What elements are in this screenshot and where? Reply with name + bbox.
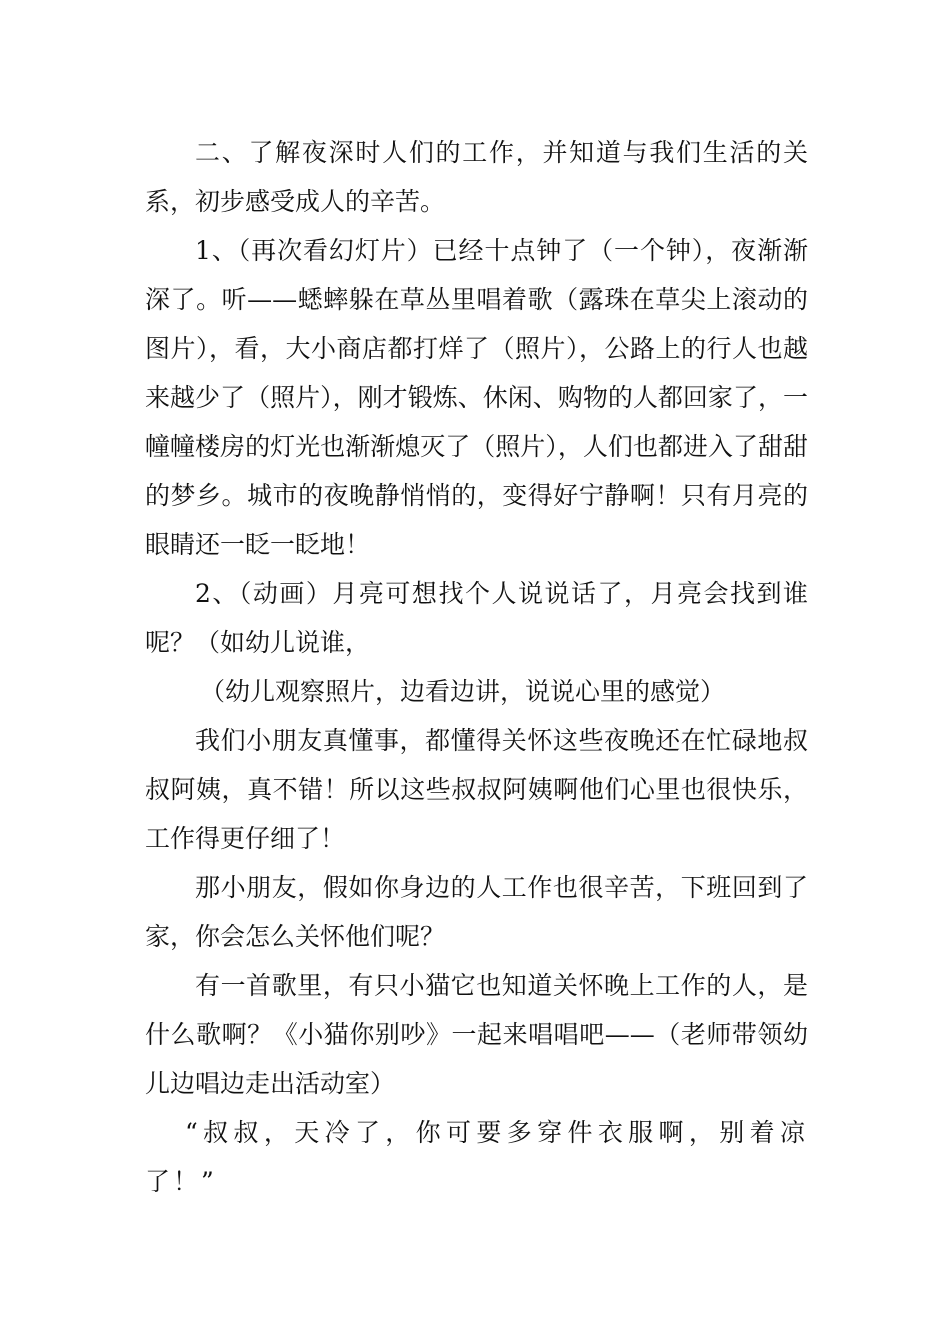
paragraph-quote: “叔叔，天冷了，你可要多穿件衣服啊，别着凉了！” — [145, 1118, 808, 1196]
paragraph-item-one: 1、（再次看幻灯片）已经十点钟了（一个钟），夜渐渐深了。听——蟋蟀躲在草丛里唱着歌（露珠在草尖上滚动的图片），看，大小商店都打烊了（照片），公路上的行人也越来越少了（照片），刚才锻炼、休闲、购物的人都回家了，一幢幢楼房的灯光也渐渐熄灭了（照片），人们也都进入了甜甜的梦乡。城市的夜晚静悄悄的，变得好宁静啊！只有月亮的眼睛还一眨一眨地！ — [145, 236, 808, 559]
paragraph-song: 有一首歌里，有只小猫它也知道关怀晚上工作的人，是什么歌啊？《小猫你别吵》一起来唱唱吧——（老师带领幼儿边唱边走出活动室） — [145, 971, 808, 1098]
document-body — [145, 128, 808, 1206]
paragraph-item-two: 2、（动画）月亮可想找个人说说话了，月亮会找到谁呢？（如幼儿说谁， — [145, 579, 808, 657]
paragraph-praise: 我们小朋友真懂事，都懂得关怀这些夜晚还在忙碌地叔叔阿姨，真不错！所以这些叔叔阿姨啊他们心里也很快乐，工作得更仔细了！ — [145, 726, 808, 853]
paragraph-question: 那小朋友，假如你身边的人工作也很辛苦，下班回到了家，你会怎么关怀他们呢？ — [145, 873, 808, 951]
paragraph-section-two: 二、了解夜深时人们的工作，并知道与我们生活的关系，初步感受成人的辛苦。 — [145, 138, 808, 216]
paragraph-observe-photos: （幼儿观察照片，边看边讲，说说心里的感觉） — [200, 677, 726, 706]
